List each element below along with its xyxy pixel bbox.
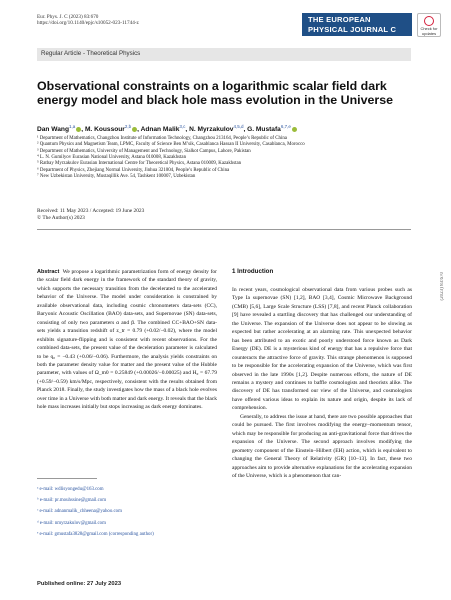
- affiliation: ⁴ L. N. Gumilyov Eurasian National University, Astana 010008, Kazakhstan: [37, 155, 187, 161]
- author-sup: 4,5,d: [233, 124, 244, 129]
- author-list: Dan Wang$^{1,a}$ , M. Koussour$^{2,b}$ , Adnan Malik$^{3,c}$, N. Myrzakulov$^{4,5,d}$, G. Mustafa$^{6,7,e}$: [37, 124, 427, 133]
- author-sup: 1,a: [69, 124, 76, 129]
- email-link[interactable]: ᵈ e-mail: nmyrzakulov@gmail.com: [37, 520, 106, 526]
- copyright: © The Author(s) 2023: [37, 214, 85, 221]
- email-link[interactable]: ᵃ e-mail: wdlisyongedu@163.com: [37, 487, 104, 492]
- affiliation-list: [37, 136, 432, 180]
- logo-line-1: THE EUROPEAN: [308, 15, 371, 24]
- affiliation: ³ Department of Mathematics, University of Management and Technology, Sialkot Campus, Lahore, Pakistan: [37, 148, 251, 154]
- check-label-2: updates: [421, 30, 437, 36]
- published-date: Published online: 27 July 2023: [37, 581, 122, 587]
- author-name[interactable]: M. Koussour: [84, 126, 125, 134]
- journal-logo[interactable]: [302, 13, 412, 36]
- check-updates-icon: [424, 16, 434, 26]
- email-link[interactable]: ᶜ e-mail: adnanmalik_chheena@yahoo.com: [37, 509, 122, 515]
- orcid-icon[interactable]: [132, 127, 137, 132]
- author-name[interactable]: N. Myrzakulov: [189, 126, 234, 134]
- author-name[interactable]: G. Mustafa: [247, 126, 281, 134]
- footnote-divider: [37, 478, 97, 479]
- affiliation: ² Quantum Physics and Magnetism Team, LPMC, Faculty of Science Ben M’sik, Casablanca Hassan II University, Casablanca, Morocco: [37, 142, 305, 148]
- logo-line-2: PHYSICAL JOURNAL C: [308, 24, 397, 34]
- intro-paragraph: In recent years, cosmological observational data from various probes such as Type Ia supernovae (SN) [1,2], BAO [3,4], Cosmic Microwave Background (CMB) [5,6], Large Scale Structure (LSS) [7,8], and recent Planck collaboration [9] have revealed a startling discovery that has challenged our understanding of the Universe. The expansion of the Universe does not appear to be slowing as expected but rather accelerating at an alarming rate. This unexpected behavior has been attributed to an exotic and poorly understood force known as Dark Energy (DE). DE is a mysterious kind of energy that has a repulsive force that counteracts the attractive force of gravity. This strange phenomenon is supposed to be responsible for the accelerating expansion of the Universe, which was first observed in the late 1990s [1,2]. Despite numerous efforts, the nature of DE remains a mystery and continues to baffle cosmologists and theorists alike. The discovery of DE has transformed our view of the Universe, and cosmologists have offered various ideas to explain its nature and origin, despite its lack of comprehension.: [232, 287, 412, 412]
- received-accepted: Received: 11 May 2023 / Accepted: 19 June 2023: [37, 208, 145, 214]
- affiliation: ⁵ Ratbay Myrzakulov Eurasian International Centre for Theoretical Physics, Astana 010009, Kazakhstan: [37, 161, 242, 167]
- affiliation: ¹ Department of Mathematics, Changzhou Institute of Information Technology, Changzhou 213164, People’s Republic of China: [37, 136, 287, 141]
- abstract: [37, 268, 217, 412]
- author-sup: 6,7,e: [280, 124, 291, 129]
- email-link[interactable]: ᵇ e-mail: pr.mouhssine@gmail.com: [37, 498, 107, 504]
- email-footnotes: [37, 484, 217, 540]
- side-reference: (2023) 83:670: [440, 272, 445, 301]
- author-sup: 3,c: [179, 124, 186, 129]
- journal-header: [37, 14, 139, 27]
- divider: [37, 229, 411, 230]
- check-label-1: Check for: [420, 26, 438, 31]
- section-bar: [37, 48, 411, 61]
- author-name[interactable]: Adnan Malik: [140, 126, 180, 134]
- orcid-icon[interactable]: [76, 127, 81, 132]
- affiliation: ⁶ Department of Physics, Zhejiang Normal University, Jinhua 321004, People’s Republic of China: [37, 167, 230, 173]
- author-name[interactable]: Dan Wang: [37, 126, 69, 134]
- intro-paragraph: Generally, to address the issue at hand, there are two possible approaches that could be pursued. The first involves modifying the energy–momentum tensor, which may be responsible for producing an anti-gravitational force that drives the expansion of the Universe. The second approach involves modifying the geometry component of the Einstein–Hilbert (EH) action, which is equivalent to changing the General Theory of Relativity (GR) [10–13]. In fact, these two approaches aim to provide alternative explanations for the accelerating expansion of the Universe, which is a phenomenon that can-: [232, 413, 412, 479]
- abstract-text: We propose a logarithmic parametrization form of energy density for the scalar field dark energy in the framework of the standard theory of gravity, which supports the necessary transition from the decelerated to the accelerated behavior of the Universe. The model under consideration is constrained by available observational data, including cosmic chronometers data-sets (CC), Baryonic Acoustic Oscillation (BAO) data-sets, and Supernovae (SN) data-sets, consisting of only two parameters α and β. The combined CC+BAO+SN data-sets yields a transition redshift of z_tr = 0.79 (+0.02/−0.02), where the model exhibits signature-flipping and is consistent with recent observations. For the combined data-sets, the present value of the deceleration parameter is calculated to be q₀ = −0.43 (+0.06/−0.06). Furthermore, the analysis yields constraints on both the parameter density value for matter and the present value of the Hubble parameter, with values of Ω_m0 = 0.25849 (+0.00026/−0.00025) and H₀ = 67.79 (+0.59/−0.59) km/s/Mpc, respectively, consistent with the results obtained from Planck 2018. Finally, the study investigates how the mass of a black hole evolves over time in a Universe with both matter and dark energy. It reveals that the black hole mass increases initially but stops increasing as dark energy dominates.: [37, 269, 217, 411]
- check-for-updates-button[interactable]: [417, 13, 441, 37]
- doi-link[interactable]: https://doi.org/10.1140/epjc/s10052-023-11744-z: [37, 20, 139, 27]
- email-link[interactable]: ᵉ e-mail: gmustafa3828@gmail.com (corresponding author): [37, 531, 154, 537]
- section-label: Regular Article - Theoretical Physics: [41, 50, 141, 57]
- affiliation: ⁷ New Uzbekistan University, Mustaqillik Ave. 54, Tashkent 100007, Uzbekistan: [37, 174, 196, 180]
- author-sup: 2,b: [124, 124, 132, 129]
- dates-block: [37, 208, 144, 222]
- intro-heading: 1 Introduction: [232, 268, 274, 275]
- journal-reference: Eur. Phys. J. C (2023) 83:670: [37, 14, 99, 20]
- introduction: [232, 286, 412, 480]
- orcid-icon[interactable]: [292, 127, 297, 132]
- abstract-label: Abstract: [37, 269, 60, 275]
- paper-title: Observational constraints on a logarithmic scalar field dark energy model and black hole mass evolution in the Universe: [37, 79, 393, 107]
